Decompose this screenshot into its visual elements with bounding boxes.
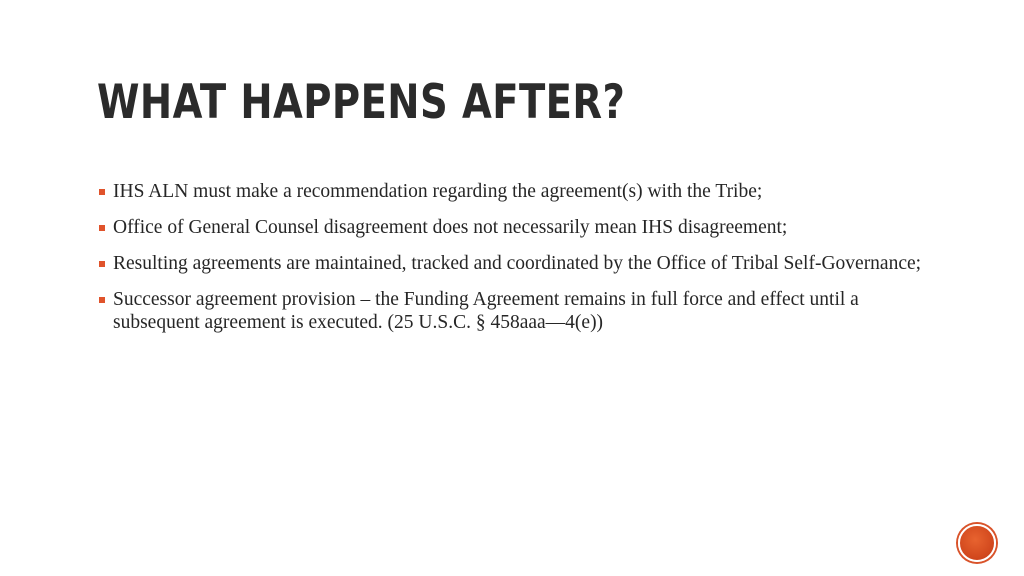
bullet-text: Office of General Counsel disagreement does not necessarily mean IHS disagreement; bbox=[113, 217, 788, 238]
bullet-list bbox=[97, 180, 927, 347]
bullet-item bbox=[97, 180, 927, 203]
square-bullet-icon bbox=[99, 225, 105, 231]
bullet-item bbox=[97, 288, 927, 334]
slide-number-badge bbox=[958, 524, 996, 562]
square-bullet-icon bbox=[99, 189, 105, 195]
square-bullet-icon bbox=[99, 261, 105, 267]
square-bullet-icon bbox=[99, 297, 105, 303]
bullet-item bbox=[97, 216, 927, 239]
slide-title: WHAT HAPPENS AFTER? bbox=[97, 75, 626, 130]
bullet-text: Resulting agreements are maintained, tracked and coordinated by the Office of Tribal Self-Governance; bbox=[113, 253, 922, 274]
bullet-item bbox=[97, 252, 927, 275]
bullet-text: IHS ALN must make a recommendation regarding the agreement(s) with the Tribe; bbox=[113, 181, 763, 202]
bullet-text: Successor agreement provision – the Funding Agreement remains in full force and effect until a subsequent agreement is executed. (25 U.S.C. § 458aaa—4(e)) bbox=[113, 289, 859, 333]
